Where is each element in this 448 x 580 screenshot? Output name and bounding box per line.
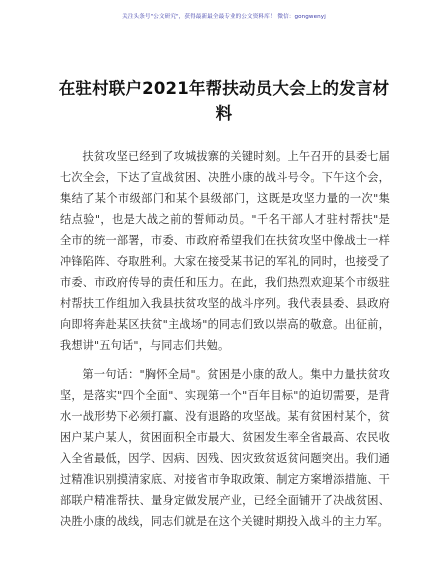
document-body xyxy=(60,146,390,540)
document-title: 在驻村联户2021年帮扶动员大会上的发言材料 xyxy=(58,79,390,123)
body-paragraph-1: 扶贫攻坚已经到了攻城拔寨的关键时刻。上午召开的县委七届七次全会，下达了宣战贫困、决胜小康的战斗号令。下午这个会，集结了某个市级部门和某个县级部门，这既是攻坚力量的一次"集结点验"，也是大战之前的誓师动员。"千名干部人才驻村帮扶"是全市的统一部署，市委、市政府希望我们在扶贫攻坚中像战士一样冲锋陷阵、夺取胜利。大家在接受某书记的军礼的同时，也接受了市委、市政府传导的责任和压力。在此，我们热烈欢迎某个市级驻村帮扶工作组加入我县扶贫攻坚的战斗序列。我代表县委、县政府向即将奔赴某区扶贫"主战场"的同志们致以崇高的敬意。出征前，我想讲"五句话"，与同志们共勉。 xyxy=(60,150,390,352)
header-promo-note: 关注头条号"公文研究"，获得最新最全最专业的公文资料库！ 微信：gongwenyj xyxy=(122,14,326,20)
body-paragraph-2: 第一句话："胸怀全局"。贫困是小康的敌人。集中力量扶贫攻坚，是落实"四个全面"、实现第一个"百年目标"的迫切需要，是背水一战形势下必须打赢、没有退路的攻坚战。某有贫困村某个，贫困户某户某人，贫困面积全市最大、贫困发生率全省最高、农民收入全省最低，因学、因病、因残、因灾致贫返贫问题突出。我们通过精准识别摸清家底、对接省市争取政策、制定方案增添措施、干部联户精准帮扶、量身定做发展产业，已经全面铺开了决战贫困、决胜小康的战线，同志们就是在这个关键时期投入战斗的主力军。 xyxy=(60,368,390,528)
